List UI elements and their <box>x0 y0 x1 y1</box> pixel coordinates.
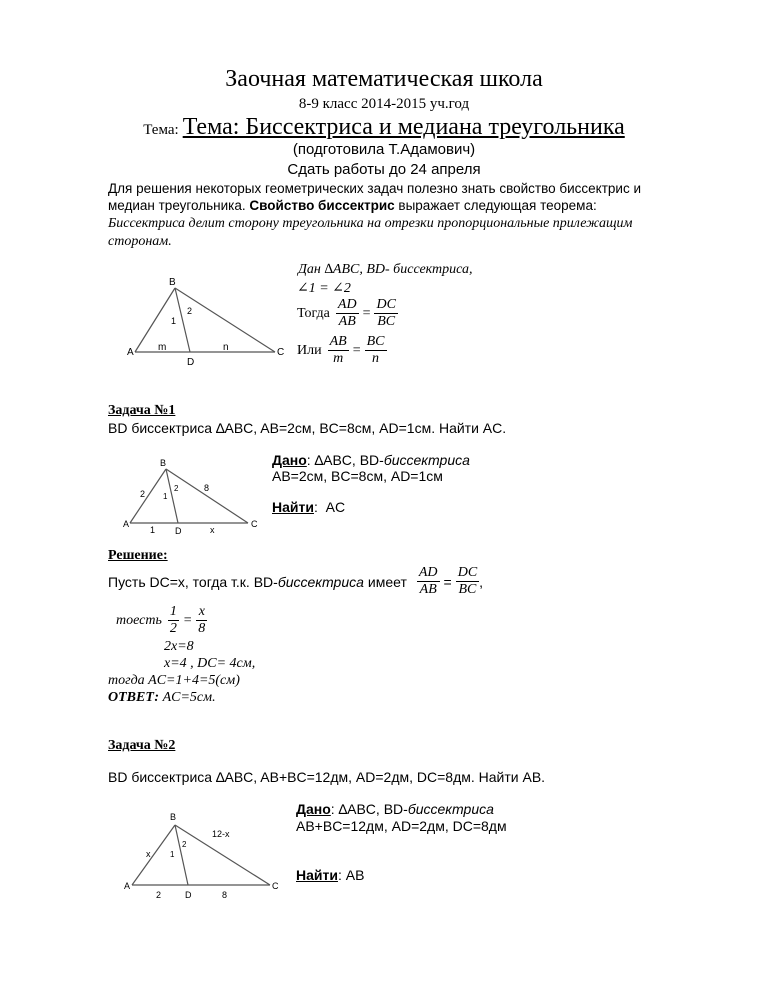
frac-num: AB <box>329 334 347 349</box>
frac-den: m <box>333 351 344 366</box>
intro-text-1: Для решения некоторых геометрических задач полезно знать свойство биссектрис и медиан треугольника. <box>108 181 641 213</box>
fraction-bc-n <box>365 334 387 367</box>
task2-given <box>296 801 494 817</box>
find-label: Найти <box>296 867 338 883</box>
given-line1: ∆ABC, BD- <box>314 452 384 468</box>
fig3-side-x: x <box>146 849 151 859</box>
fraction-1-2 <box>168 604 179 637</box>
fig1-angle-2: 2 <box>187 306 193 316</box>
or-label: Или <box>297 342 322 358</box>
given-italic: биссектриса <box>407 801 494 817</box>
intro-theorem: Биссектриса делит сторону треугольника на отрезки пропорциональные прилежащим сторонам. <box>108 216 633 249</box>
fig2-label-a: A <box>123 519 130 529</box>
fig1-label-m: m <box>158 342 167 353</box>
given-label: Дано <box>296 801 331 817</box>
task2-statement: BD биссектриса ∆ABC, AB+BC=12дм, AD=2дм, DC=8дм. Найти AB. <box>108 769 546 785</box>
frac-num: 1 <box>169 604 177 619</box>
answer-label: ОТВЕТ: <box>108 690 160 705</box>
fig2-side-1: 1 <box>150 525 156 535</box>
fraction-ad-ab <box>336 297 359 330</box>
comma: , <box>479 573 484 590</box>
theorem-angles: ∠1 = ∠2 <box>297 281 351 296</box>
deadline: Сдать работы до 24 апреля <box>287 161 481 178</box>
fig1-label-n: n <box>223 342 229 353</box>
fraction-x-8 <box>196 604 207 637</box>
eq-sign: = <box>182 612 193 628</box>
solution-title: Решение: <box>108 548 168 563</box>
fraction-ab-m <box>328 334 349 367</box>
frac-den: BC <box>377 314 396 329</box>
frac-num: DC <box>376 297 396 312</box>
colon: : <box>337 867 342 883</box>
fig3-side-8: 8 <box>222 890 228 900</box>
solution-then: тогда AC=1+4=5(см) <box>108 673 240 688</box>
task1-given-line2: AB=2см, BC=8см, AD=1см <box>272 468 443 484</box>
solution-x: x=4 , DC= 4см, <box>164 656 256 671</box>
solution-line1 <box>108 565 483 598</box>
figure-3 <box>120 805 285 905</box>
frac-num: AD <box>418 565 438 580</box>
fraction-dc-bc <box>374 297 397 330</box>
figure-2 <box>118 455 268 537</box>
fraction-ad-ab <box>417 565 440 598</box>
sol-text-a: Пусть DC=x, тогда т.к. BD- <box>108 573 278 590</box>
figure-1 <box>125 272 285 368</box>
task1-find <box>272 499 345 515</box>
fig3-side-12x: 12-x <box>212 829 230 839</box>
frac-den: AB <box>338 314 356 329</box>
task1-title: Задача №1 <box>108 403 176 418</box>
theorem-then <box>297 297 398 330</box>
frac-den: n <box>372 351 380 366</box>
frac-den: 8 <box>198 621 206 636</box>
frac-den: 2 <box>169 621 177 636</box>
fraction-dc-bc <box>456 565 479 598</box>
theorem-given: Дан ∆ABC, BD- биссектриса, <box>298 262 473 277</box>
find-value: AC <box>325 499 346 515</box>
fig3-label-b: B <box>170 812 177 822</box>
toest-label: тоесть <box>116 612 162 628</box>
theorem-or <box>297 334 387 367</box>
frac-den: AB <box>419 582 437 597</box>
school-title: Заочная математическая школа <box>225 66 543 92</box>
fig3-label-d: D <box>185 890 192 900</box>
task2-find <box>296 867 364 883</box>
colon: : <box>330 801 335 817</box>
fig2-angle-1: 1 <box>163 492 168 501</box>
given-label: Дано <box>272 452 307 468</box>
fig1-label-c: C <box>277 347 285 358</box>
given-italic: биссектриса <box>383 452 470 468</box>
sol-italic: биссектриса <box>277 573 364 590</box>
task2-title: Задача №2 <box>108 738 176 753</box>
solution-answer <box>108 690 216 706</box>
topic-label: Тема: <box>143 122 179 138</box>
fig3-label-c: C <box>272 881 279 891</box>
colon: : <box>313 499 318 515</box>
fig1-label-a: A <box>127 347 134 358</box>
topic-line <box>0 114 768 141</box>
fig3-side-2: 2 <box>156 890 162 900</box>
fig2-label-b: B <box>160 458 167 468</box>
sol-text-b: имеет <box>367 573 407 590</box>
frac-num: x <box>196 604 207 621</box>
fig2-angle-2: 2 <box>174 484 179 493</box>
intro-bold: Свойство биссектрис <box>249 198 395 213</box>
eq-sign: = <box>362 305 371 321</box>
find-value: AB <box>345 867 365 883</box>
colon: : <box>306 452 311 468</box>
topic-title: Тема: Биссектриса и медиана треугольника <box>182 114 625 140</box>
fig3-label-a: A <box>124 881 131 891</box>
eq-sign: = <box>352 342 361 358</box>
solution-toest <box>116 604 207 637</box>
then-label: Тогда <box>297 305 330 321</box>
answer-value: AC=5см. <box>162 690 216 705</box>
fig3-angle-1: 1 <box>170 850 175 859</box>
intro-paragraph <box>108 180 688 250</box>
fig1-label-d: D <box>187 357 195 368</box>
task2-given-line2: AB+BC=12дм, AD=2дм, DC=8дм <box>296 818 507 834</box>
fig2-side-8: 8 <box>204 483 210 493</box>
fig2-side-2: 2 <box>140 489 146 499</box>
eq-sign: = <box>443 573 452 590</box>
frac-num: AD <box>337 297 357 312</box>
solution-2x: 2x=8 <box>164 639 194 654</box>
fig2-side-x: x <box>210 525 215 535</box>
grade-year: 8-9 класс 2014-2015 уч.год <box>298 96 470 112</box>
given-line1: ∆ABC, BD- <box>338 801 408 817</box>
author: (подготовила Т.Адамович) <box>292 141 476 158</box>
task1-given <box>272 452 470 468</box>
frac-num: BC <box>366 334 385 349</box>
fig1-angle-1: 1 <box>171 316 177 326</box>
fig3-angle-2: 2 <box>182 840 187 849</box>
intro-text-2: выражает следующая теорема: <box>398 198 597 213</box>
fig2-label-c: C <box>251 519 258 529</box>
fig1-label-b: B <box>169 277 176 288</box>
task1-statement: BD биссектриса ∆ABC, AB=2см, BC=8см, AD=1см. Найти AC. <box>108 420 507 436</box>
frac-den: BC <box>458 582 477 597</box>
fig2-label-d: D <box>175 526 182 536</box>
frac-num: DC <box>457 565 478 580</box>
find-label: Найти <box>272 499 314 515</box>
